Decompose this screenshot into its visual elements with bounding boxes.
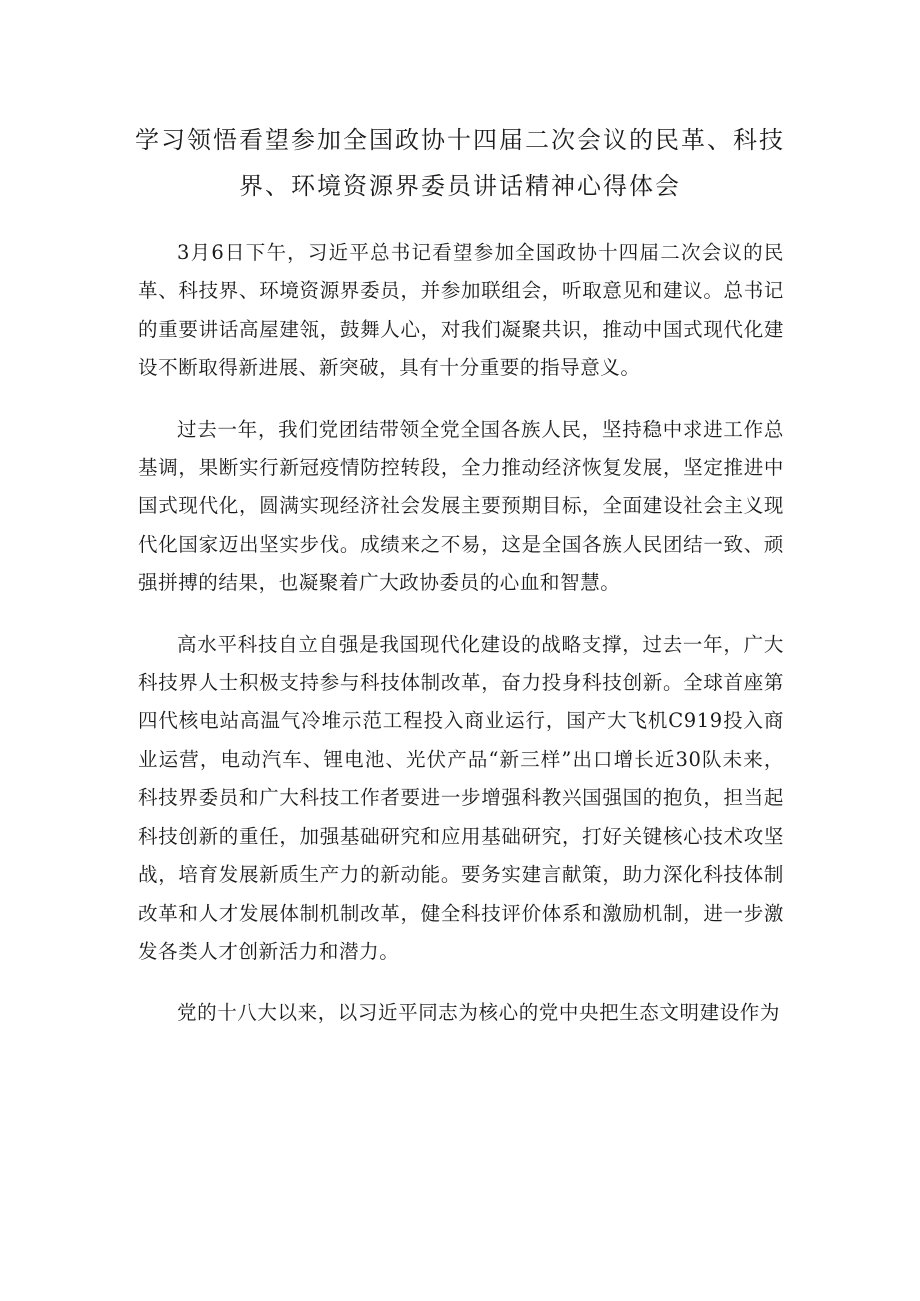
document-title bbox=[130, 117, 790, 209]
paragraph: 党的十八大以来，以习近平同志为核心的党中央把生态文明建设作为 bbox=[177, 1001, 781, 1025]
title-line-2: 界、环境资源界委员讲话精神心得体会 bbox=[239, 172, 681, 200]
paragraph: 过去一年，我们党团结带领全党全国各族人民，坚持稳中求进工作总基调，果断实行新冠疫情防控转段，全力推动经济恢复发展，坚定推进中国式现代化，圆满实现经济社会发展主要预期目标，全面建设社会主义现代化国家迈出坚实步伐。成绩来之不易，这是全国各族人民团结一致、顽强拼搏的结果，也凝聚着广大政协委员的心血和智慧。 bbox=[138, 417, 784, 595]
paragraph: 高水平科技自立自强是我国现代化建设的战略支撑，过去一年，广大科技界人士积极支持参与科技体制改革，奋力投身科技创新。全球首座第四代核电站高温气冷堆示范工程投入商业运行，国产大飞机C919投入商业运营，电动汽车、锂电池、光伏产品“新三样”出口增长近30队未来，科技界委员和广大科技工作者要进一步增强科教兴国强国的抱负，担当起科技创新的重任，加强基础研究和应用基础研究，打好关键核心技术攻坚战，培育发展新质生产力的新动能。要务实建言献策，助力深化科技体制改革和人才发展体制机制改革，健全科技评价体系和激励机制，进一步激发各类人才创新活力和潜力。 bbox=[138, 632, 784, 963]
document-body bbox=[138, 234, 784, 1056]
title-line-1: 学习领悟看望参加全国政协十四届二次会议的民革、科技 bbox=[135, 126, 785, 154]
paragraph: 3月6日下午，习近平总书记看望参加全国政协十四届二次会议的民革、科技界、环境资源界委员，并参加联组会，听取意见和建议。总书记的重要讲话高屋建瓴，鼓舞人心，对我们凝聚共识，推动中国式现代化建设不断取得新进展、新突破，具有十分重要的指导意义。 bbox=[138, 241, 784, 380]
